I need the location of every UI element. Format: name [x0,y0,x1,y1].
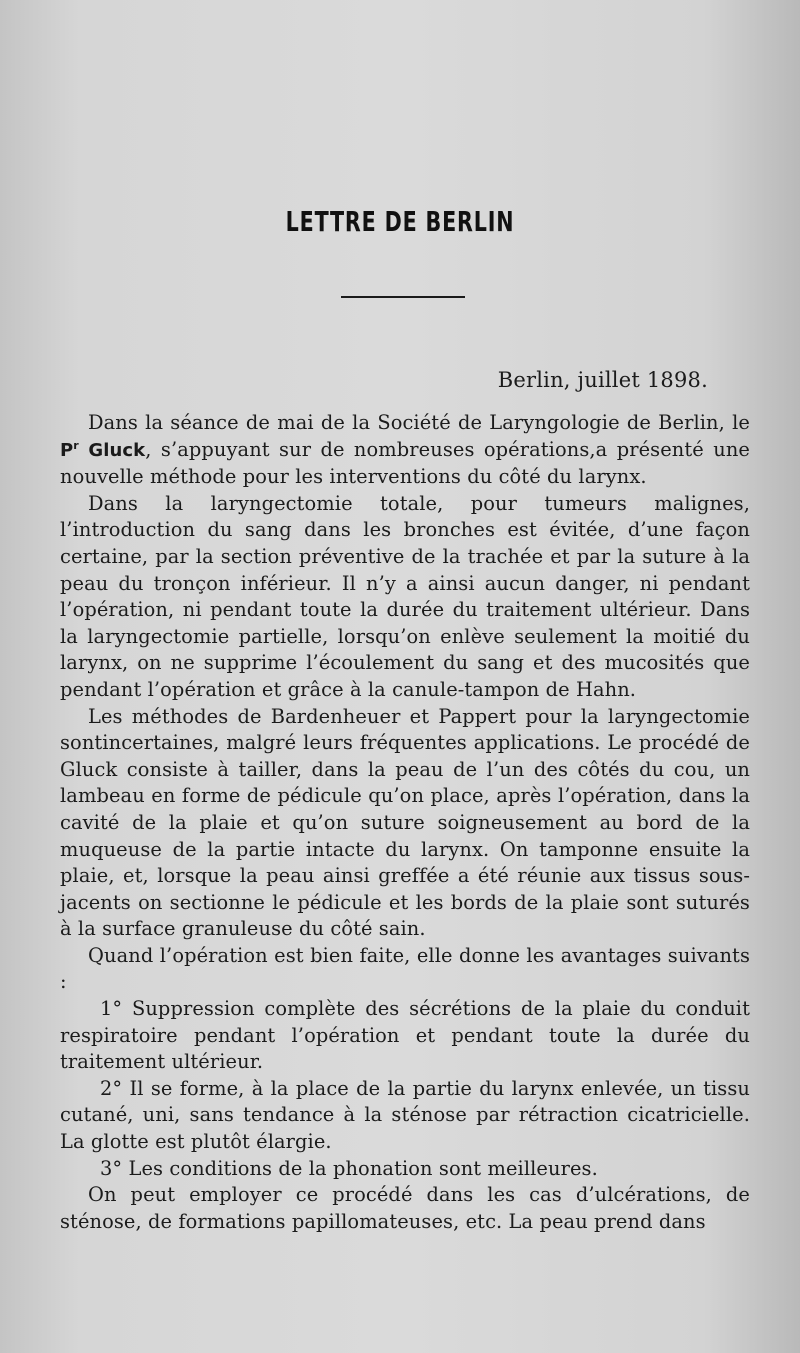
list-item: 3° Les conditions de la phonation sont meilleures. [100,1156,598,1180]
paragraph: Quand l’opération est bien faite, elle donne les avantages suivants : [60,943,750,994]
paragraph [60,410,750,491]
body-text [60,410,750,1235]
list-item: 1° Suppression complète des sécrétions de la plaie du conduit respiratoire pendant l’opération et pendant toute la durée du traitement ultérieur. [60,997,750,1074]
paragraph: On peut employer ce procédé dans les cas d’ulcérations, de sténose, de formations papillomateuses, etc. La peau prend dans [60,1183,750,1233]
list-item: 2° Il se forme, à la place de la partie du larynx enlevée, un tissu cutané, uni, sans tendance à la sténose par rétraction cicatricielle. La glotte est plutôt élargie. [60,1076,750,1154]
paragraph: Les méthodes de Bardenheuer et Pappert pour la laryngectomie sontincertaines, malgré leurs fréquentes applications. Le procédé de Gluck consiste à tailler, dans la peau de l’un des côtés du cou, un lambeau en forme de pédicule qu’on place, après l’opération, dans la cavité de la plaie et qu’on suture soigneusement au bord de la muqueuse de la partie intacte du larynx. On tamponne ensuite la plaie, et, lorsque la peau ainsi greffée a été réunie aux tissus sous-jacents on sectionne le pédicule et les bords de la plaie sont suturés à la surface granuleuse du côté sain. [60,704,750,941]
page-title: LETTRE DE BERLIN [285,205,515,238]
dateline: Berlin, juillet 1898. [497,368,708,392]
title-superscript: r [73,438,79,452]
paragraph-text: Dans la séance de mai de la Société de Laryngologie de Berlin, le [88,411,750,434]
person-name: Gluck [88,439,146,461]
title-divider [341,296,465,298]
paragraph: Dans la laryngectomie totale, pour tumeurs malignes, l’introduction du sang dans les bronches est évitée, d’une façon certaine, par la section préventive de la trachée et par la suture à la peau du tronçon inférieur. Il n’y a ainsi aucun danger, ni pendant l’opération, ni pendant toute la durée du traitement ultérieur. Dans la laryngectomie partielle, lorsqu’on enlève seulement la moitié du larynx, on ne supprime l’écoulement du sang et des mucosités que pendant l’opération et grâce à la canule-tampon de Hahn. [60,491,750,701]
author-title [60,440,145,461]
title-abbreviation: P [60,439,74,461]
paragraph-text: , s’appuyant sur de nombreuses opérations,a présenté une nouvelle méthode pour les interventions du côté du larynx. [60,437,750,489]
